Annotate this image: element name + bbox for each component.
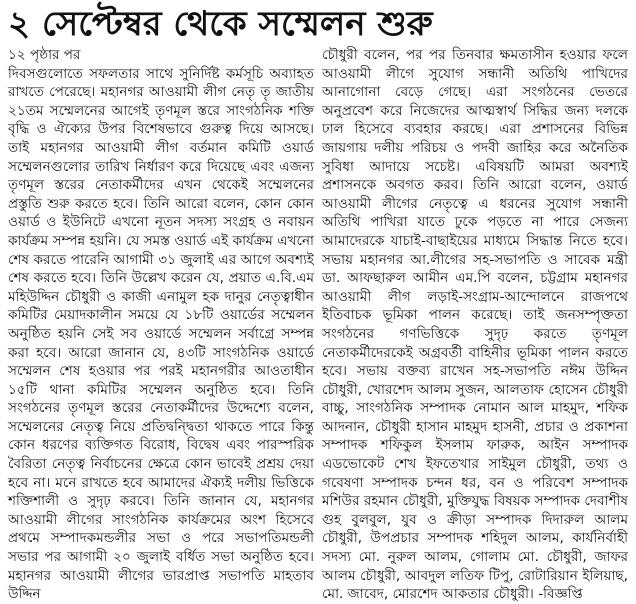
right-column-text: চৌধুরী বলেন, পর পর তিনবার ক্ষমতাসীন হওয়ার ফলে আওয়ামী লীগে সুযোগ সন্ধানী অতিথি পাখিদের আনাগোনা বেড়ে গেছে। এরা সংগঠনের ভেতরে অনুপ্রবেশ করে নিজেদের আত্মস্বার্থ সিদ্ধির জন্য দলকে ঢাল হিসেবে ব্যবহার করছে। এরা প্রশাসনের বিভিন্ন জায়গায় দলীয় পরিচয় ও পদবী জাহির করে অনৈতিক সুবিধা আদায়ে সচেষ্ট। এবিষয়টি আমরা অবশ্যই প্রশাসনকে অবগত করব। তিনি আরো বলেন, ওয়ার্ড আওয়ামী লীগের নেতৃত্বে এ ধরনের সুযোগ সন্ধানী অতিথি পাখিরা যাতে ঢুকে পড়তে না পারে সেজন্য আমাদেরকে যাচাই-বাছাইয়ের মাধ্যমে সিদ্ধান্ত নিতে হবে। সভায় মহানগর আ.লীগের সহ-সভাপতি ও সাবেক মন্ত্রী ডা. আফছারুল আমীন এম.পি বলেন, চট্টগ্রাম মহানগর আওয়ামী লীগ লড়াই-সংগ্রাম-আন্দোলনে রাজপথে ইতিবাচক ভূমিকা পালন করেছে। তাই জনসম্পৃক্ততা সংগঠনের গণভিত্তিকে সুদৃঢ় করতে তৃণমূল নেতাকর্মীদেরকেই অগ্রবর্তী বাহিনীর ভূমিকা পালন করতে হবে। সভায় বক্তব্য রাখেন সহ-সভাপতি নঈম উদ্দিন চৌধুরী, খোরশেদ আলম সুজন, আলতাফ হোসেন চৌধুরী বাচ্চু, সাংগঠনিক সম্পাদক নোমান আল মাহমুদ, শফিক আদনান, চৌধুরী হাসান মাহমুদ হাসনী, প্রচার ও প্রকাশনা সম্পাদক শফিকুল ইসলাম ফারুক, আইন সম্পাদক এডভোকেট শেখ ইফতেখার সাইমুল চৌধুরী, তথ্য ও গবেষণা সম্পাদক চন্দন ধর, বন ও পরিবেশ সম্পাদক মশিউর রহমান চৌধুরী, মুক্তিযুদ্ধ বিষয়ক সম্পাদক দেবাশীষ গুহ বুলবুল, যুব ও ক্রীড়া সম্পাদক দিদারুল আলম চৌধুরী, উপপ্রচার সম্পাদক শহিদুল আলম, কার্যনির্বাহী সদস্য মো. নুরুল আলম, গোলাম মো. চৌধুরী, জাফর আলম চৌধুরী, আবদুল লতিফ টিপু, রোটারিয়ান ইলিয়াছ, মো. জাবেদ, মোরশেদ আকতার চৌধুরী। -বিজ্ঞপ্তি	[322, 47, 628, 603]
left-column-text: দিবসগুলোতে সফলতার সাথে সুনির্দিষ্ট কর্মসূচি অব্যাহত রাখতে পেরেছে। মহানগর আওয়ামী লীগ নেতৃ তৃ জাতীয় ২১তম সম্মেলনের আগেই তৃণমূল স্তরে সাংগঠনিক শক্তি বৃদ্ধি ও ঐক্যের উপর বিশেষভাবে গুরুত্ব দিয়ে আসছে। তাই মহানগর আওয়ামী লীগ বর্তমান কমিটি ওয়ার্ড সম্মেলনগুলোর তারিখ নির্ধারণ করে দিয়েছে এবং এজন্য তৃণমূল স্তরের নেতাকর্মীদের এখন থেকেই সম্মেলনের প্রস্তুতি শুরু করতে হবে। তিনি আরো বলেন, কোন কোন ওয়ার্ড ও ইউনিটে এখনো নূতন সদস্য সংগ্রহ ও নবায়ন কার্যক্রম সম্পন্ন হয়নি। যে সমস্ত ওয়ার্ড এই কার্যক্রম এখনো শেষ করতে পারেনি আগামী ৩১ জুলাই এর আগে অবশ্যই শেষ করতে হবে। তিনি উল্লেখ করেন যে, প্রয়াত এ.বি.এম মহিউদ্দিন চৌধুরী ও কাজী এনামুল হক দানুর নেতৃত্বাধীন কমিটির মেয়াদকালীন সময়ে যে ১৮টি ওয়ার্ডের সম্মেলন অনুষ্ঠিত হয়নি সেই সব ওয়ার্ডে সম্মেলন সর্বাগ্রে সম্পন্ন করা হবে। আরো জানান যে, ৪৩টি সাংগঠনিক ওয়ার্ডে সম্মেলন শেষ হওয়ার পর পরই মহানগরীর আওতাধীন ১৫টি থানা কমিটির সম্মেলন অনুষ্ঠিত হবে। তিনি সংগঠনের তৃণমূল স্তরের নেতাকর্মীদের উদ্দেশ্যে বলেন, সম্মেলনের নেতৃত্ব নিয়ে প্রতিদ্বন্দ্বিতা থাকতে পারে কিন্তু কোন ধরণের ব্যক্তিগত বিরোধ, বিদ্বেষ এবং পারস্পরিক বৈরিতা নেতৃত্ব নির্বাচনের ক্ষেত্রে কোন ভাবেই প্রশ্রয় দেয়া হবে না। মনে রাখতে হবে আমাদের ঐক্যই দলীয় ভিত্তিকে শক্তিশালী ও সুদৃঢ় করবে। তিনি জানান যে, মহানগর আওয়ামী লীগের সাংগঠনিক কার্যক্রমের অংশ হিসেবে প্রথমে সম্পাদকমন্ডলীর সভা ও পরে সভাপতিমন্ডলী সভার পর আগামী ২০ জুলাই বর্ধিত সভা অনুষ্ঠিত হবে। মহানগর আওয়ামী লীগের ভারপ্রাপ্ত সভাপতি মাহতাব উদ্দিন	[8, 65, 314, 603]
right-column	[322, 46, 628, 603]
continued-from-page: ১২ পৃষ্ঠার পর	[8, 47, 81, 63]
left-column	[8, 46, 314, 603]
headline: ২ সেপ্টেম্বর থেকে সম্মেলন শুরু	[8, 4, 433, 44]
article-columns	[8, 46, 628, 603]
